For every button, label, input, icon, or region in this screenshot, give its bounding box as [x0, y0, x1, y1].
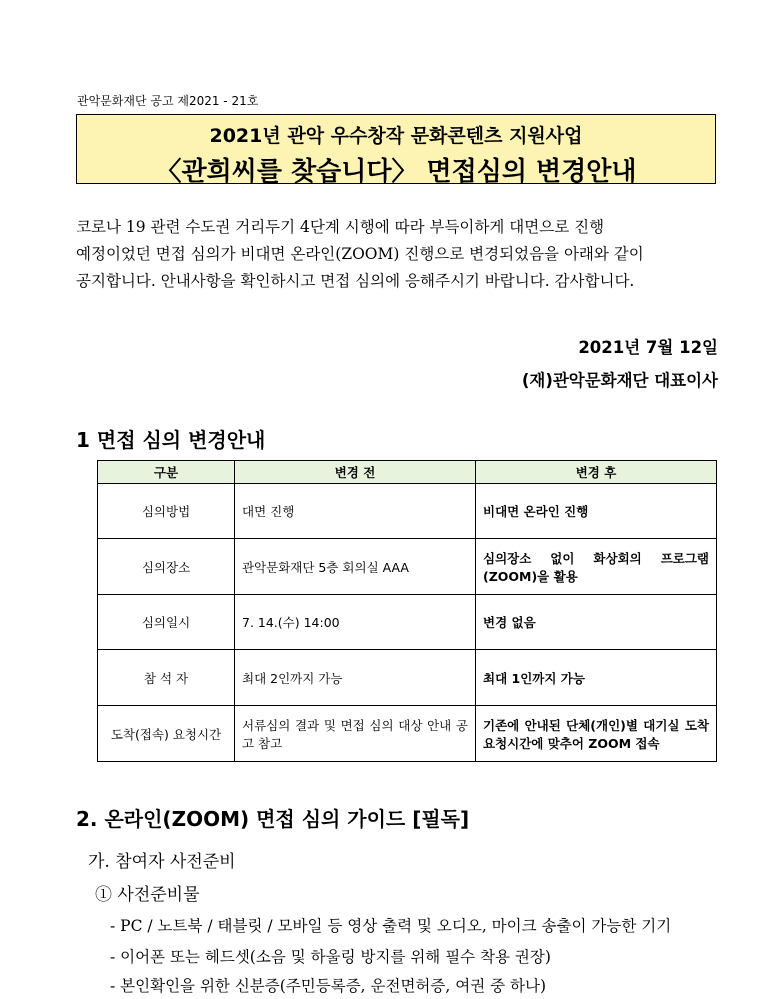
- section-1-heading: 1 면접 심의 변경안내: [76, 428, 266, 452]
- notice-number: 관악문화재단 공고 제2021 - 21호: [77, 94, 259, 108]
- subsection-item-heading: ① 사전준비물: [95, 885, 200, 905]
- table-cell: 변경 없음: [476, 595, 717, 650]
- intro-line: 예정이었던 면접 심의가 비대면 온라인(ZOOM) 진행으로 변경되었음을 아래와 같이: [76, 245, 644, 263]
- intro-line: 코로나 19 관련 수도권 거리두기 4단계 시행에 따라 부득이하게 대면으로 진행: [76, 218, 605, 236]
- table-header-cell: 변경 후: [476, 461, 717, 484]
- table-row: [98, 706, 717, 762]
- signer: (재)관악문화재단 대표이사: [521, 371, 718, 390]
- change-table: [97, 460, 717, 762]
- table-row: [98, 484, 717, 539]
- table-cell: 관악문화재단 5층 회의실 AAA: [235, 539, 476, 595]
- bullet-item: - 이어폰 또는 헤드셋(소음 및 하울링 방지를 위해 필수 착용 권장): [110, 948, 551, 966]
- subsection-heading: 가. 참여자 사전준비: [88, 852, 236, 872]
- table-header-cell: 변경 전: [235, 461, 476, 484]
- table-cell: 최대 1인까지 가능: [476, 650, 717, 706]
- intro-line: 공지합니다. 안내사항을 확인하시고 면접 심의에 응해주시기 바랍니다. 감사합니다.: [76, 272, 635, 290]
- title-box: [76, 114, 716, 187]
- table-cell: 심의방법: [98, 484, 235, 539]
- intro-paragraph: [76, 214, 718, 295]
- title-line-1: 2021년 관악 우수창작 문화콘텐츠 지원사업: [209, 125, 583, 147]
- table-cell: 도착(접속) 요청시간: [98, 706, 235, 762]
- section-2-heading: 2. 온라인(ZOOM) 면접 심의 가이드 [필독]: [76, 807, 470, 831]
- table-cell: 대면 진행: [235, 484, 476, 539]
- table-header-cell: 구분: [98, 461, 235, 484]
- table-cell: 기존에 안내된 단체(개인)별 대기실 도착 요청시간에 맞추어 ZOOM 접속: [476, 706, 717, 762]
- table-header-row: [98, 461, 717, 484]
- table-cell: 참 석 자: [98, 650, 235, 706]
- table-cell: 최대 2인까지 가능: [235, 650, 476, 706]
- table-cell: 7. 14.(수) 14:00: [235, 595, 476, 650]
- notice-date: 2021년 7월 12일: [578, 338, 718, 357]
- table-row: [98, 650, 717, 706]
- table-row: [98, 595, 717, 650]
- table-cell: 비대면 온라인 진행: [476, 484, 717, 539]
- table-row: [98, 539, 717, 595]
- table-cell: 서류심의 결과 및 면접 심의 대상 안내 공고 참고: [235, 706, 476, 762]
- bullet-item: - PC / 노트북 / 태블릿 / 모바일 등 영상 출력 및 오디오, 마이크 송출이 가능한 기기: [110, 917, 672, 935]
- table-cell: 심의장소 없이 화상회의 프로그램 (ZOOM)을 활용: [476, 539, 717, 595]
- title-line-2: 〈관희씨를 찾습니다〉 면접심의 변경안내: [155, 157, 637, 187]
- table-cell: 심의일시: [98, 595, 235, 650]
- table-cell: 심의장소: [98, 539, 235, 595]
- bullet-item: - 본인확인을 위한 신분증(주민등록증, 운전면허증, 여권 중 하나): [110, 977, 547, 995]
